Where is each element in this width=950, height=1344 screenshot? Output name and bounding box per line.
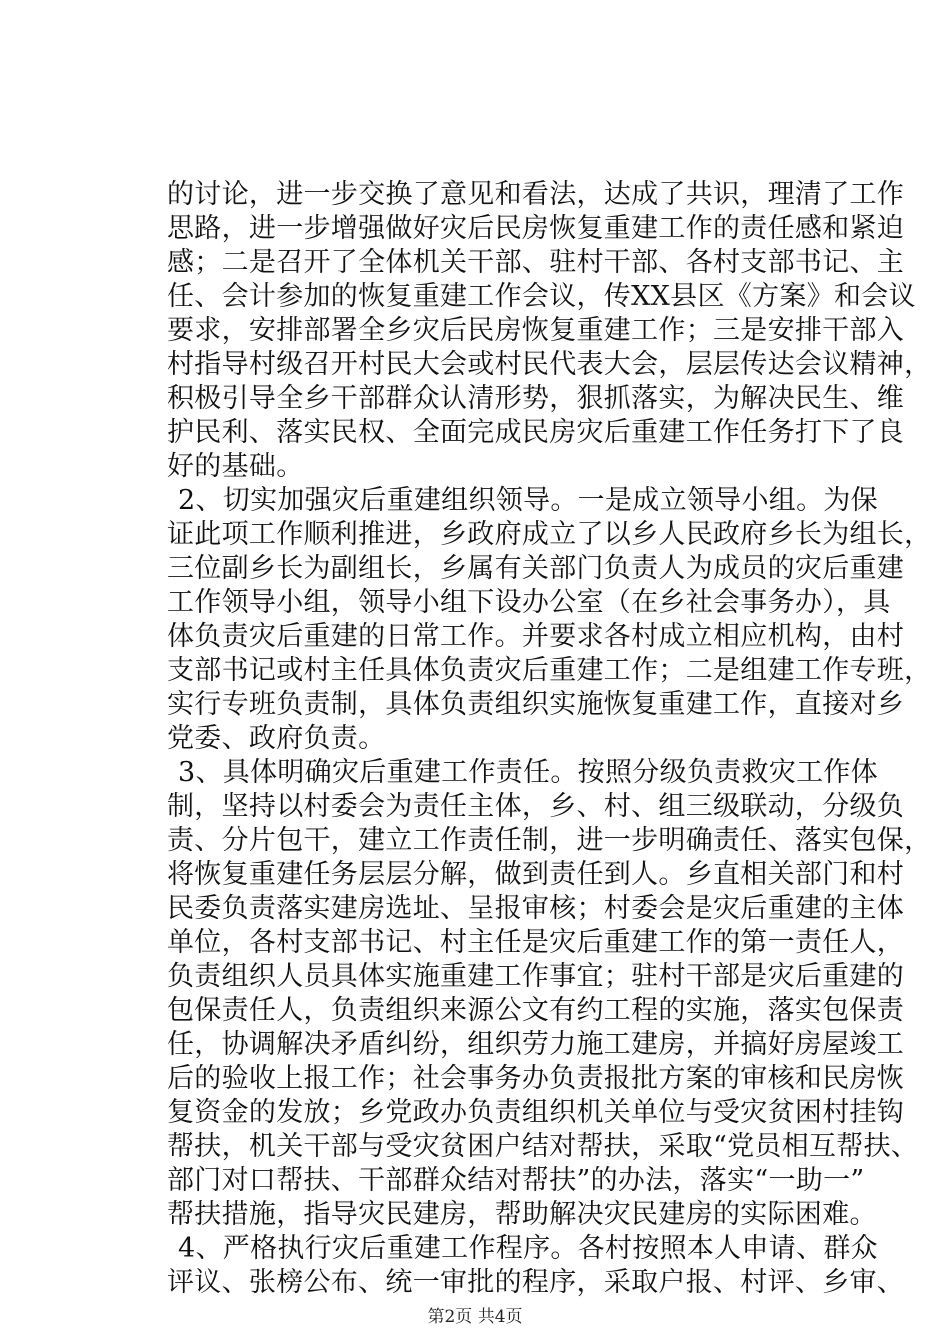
text-line: 部门对口帮扶、干部群众结对帮扶”的办法，落实“一助一”	[167, 1165, 865, 1196]
text-line: 评议、张榜公布、统一审批的程序，采取户报、村评、乡审、	[167, 1267, 905, 1298]
paragraph-heading-line: 2、切实加强灾后重建组织领导。一是成立领导小组。为保	[178, 485, 878, 516]
text-line: 帮扶措施，指导灾民建房，帮助解决灾民建房的实际困难。	[167, 1199, 877, 1230]
text-line: 责、分片包干，建立工作责任制，进一步明确责任、落实包保，	[167, 825, 932, 856]
text-line: 护民利、落实民权、全面完成民房灾后重建工作任务打下了良	[167, 417, 905, 448]
text-line: 村指导村级召开村民大会或村民代表大会，层层传达会议精神，	[167, 349, 932, 380]
text-line: 任，协调解决矛盾纠纷，组织劳力施工建房，并搞好房屋竣工	[167, 1029, 905, 1060]
page-number-footer: 第2页 共4页	[427, 1307, 523, 1327]
text-line: 负责组织人员具体实施重建工作事宜；驻村干部是灾后重建的	[167, 961, 905, 992]
text-line: 思路，进一步增强做好灾后民房恢复重建工作的责任感和紧迫	[167, 213, 905, 244]
text-line: 包保责任人，负责组织来源公文有约工程的实施，落实包保责	[167, 995, 905, 1026]
text-line: 制，坚持以村委会为责任主体，乡、村、组三级联动，分级负	[167, 791, 905, 822]
text-line: 好的基础。	[167, 451, 304, 482]
text-line: 证此项工作顺利推进，乡政府成立了以乡人民政府乡长为组长，	[167, 519, 932, 550]
text-line: 三位副乡长为副组长，乡属有关部门负责人为成员的灾后重建	[167, 553, 905, 584]
text-line: 支部书记或村主任具体负责灾后重建工作；二是组建工作专班，	[167, 655, 932, 686]
text-line: 工作领导小组，领导小组下设办公室（在乡社会事务办），具	[167, 587, 891, 618]
text-line: 实行专班负责制，具体负责组织实施恢复重建工作，直接对乡	[167, 689, 905, 720]
text-line: 积极引导全乡干部群众认清形势，狠抓落实，为解决民生、维	[167, 383, 905, 414]
text-line: 帮扶，机关干部与受灾贫困户结对帮扶，采取“党员相互帮扶、	[167, 1131, 919, 1162]
text-line: 单位，各村支部书记、村主任是灾后重建工作的第一责任人，	[167, 927, 905, 958]
text-line: 的讨论，进一步交换了意见和看法，达成了共识，理清了工作	[167, 179, 905, 210]
paragraph-heading-line: 3、具体明确灾后重建工作责任。按照分级负责救灾工作体	[178, 757, 878, 788]
text-line: 任、会计参加的恢复重建工作会议，传XX县区《方案》和会议	[167, 281, 916, 312]
text-line: 体负责灾后重建的日常工作。并要求各村成立相应机构，由村	[167, 621, 905, 652]
text-line: 党委、政府负责。	[167, 723, 386, 754]
text-line: 要求，安排部署全乡灾后民房恢复重建工作；三是安排干部入	[167, 315, 905, 346]
text-line: 民委负责落实建房选址、呈报审核；村委会是灾后重建的主体	[167, 893, 905, 924]
text-line: 将恢复重建任务层层分解，做到责任到人。乡直相关部门和村	[167, 859, 905, 890]
text-line: 后的验收上报工作；社会事务办负责报批方案的审核和民房恢	[167, 1063, 905, 1094]
text-line: 复资金的发放；乡党政办负责组织机关单位与受灾贫困村挂钩	[167, 1097, 905, 1128]
paragraph-heading-line: 4、严格执行灾后重建工作程序。各村按照本人申请、群众	[178, 1233, 878, 1264]
text-line: 感；二是召开了全体机关干部、驻村干部、各村支部书记、主	[167, 247, 905, 278]
